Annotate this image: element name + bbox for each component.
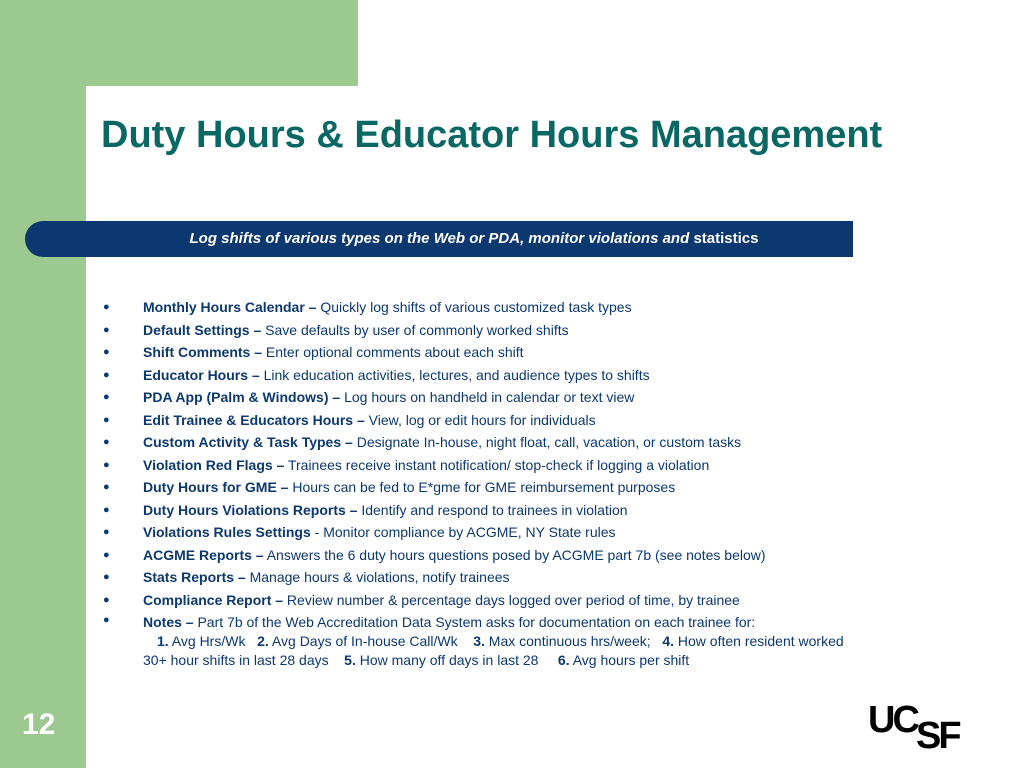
notes-item-text: 30+ hour shifts in last 28 days [143, 652, 329, 668]
notes-item-text: Max continuous hrs/week; [484, 633, 651, 649]
bullet-term: Default Settings – [143, 321, 262, 338]
green-frame-left [0, 0, 86, 768]
bullet-term: Educator Hours – [143, 366, 260, 383]
bullet-description: Manage hours & violations, notify trainees [245, 569, 510, 585]
notes-item-text: How many off days in last 28 [355, 652, 539, 668]
bullet-item [103, 364, 933, 387]
bullet-item [103, 319, 933, 342]
bullet-dot-icon: ● [103, 593, 110, 606]
subtitle-banner-text [100, 221, 848, 257]
notes-item-number: 5. [344, 652, 356, 668]
notes-item-text: Avg Days of In-house Call/Wk [268, 633, 458, 649]
bullet-item [103, 589, 933, 612]
bullet-description: Designate In-house, night float, call, vacation, or custom tasks [352, 434, 742, 450]
bullet-item [103, 386, 933, 409]
bullet-term: Custom Activity & Task Types – [143, 434, 353, 450]
bullet-term: Duty Hours Violations Reports – [143, 501, 358, 518]
bullet-description: Hours can be fed to E*gme for GME reimbursement purposes [288, 479, 676, 495]
notes-item-number: 4. [662, 633, 674, 649]
bullet-item [103, 454, 933, 477]
bullet-item [103, 544, 933, 567]
bullet-item [103, 566, 933, 589]
notes-item-text: How often resident worked [674, 633, 844, 649]
bullet-term: ACGME Reports – [143, 546, 264, 563]
svg-text:UC: UC [868, 700, 917, 741]
svg-text:SF: SF [916, 715, 959, 750]
bullet-item [103, 476, 933, 499]
slide-number: 12 [22, 708, 56, 741]
bullet-description: Identify and respond to trainees in violation [357, 501, 628, 518]
bullet-item [103, 296, 933, 319]
bullet-dot-icon: ● [103, 368, 110, 381]
bullet-item [103, 341, 933, 364]
bullet-term: Duty Hours for GME – [143, 479, 289, 495]
notes-item-text: Avg Hrs/Wk [168, 633, 246, 649]
notes-item-number: 6. [557, 652, 570, 668]
bullet-description: Link education activities, lectures, and audience types to shifts [259, 366, 650, 383]
notes-item-text: Avg hours per shift [569, 652, 690, 668]
bullet-dot-icon: ● [103, 526, 110, 538]
bullet-dot-icon: ● [103, 391, 110, 403]
notes-intro-line [143, 613, 933, 632]
notes-bullet-item [103, 611, 933, 670]
bullet-description: Trainees receive instant notification/ stop-check if logging a violation [284, 456, 710, 473]
notes-item-number: 3. [473, 633, 485, 649]
bullet-description: Answers the 6 duty hours questions posed by ACGME part 7b (see notes below) [263, 546, 766, 563]
bullet-term: Compliance Report – [143, 591, 284, 608]
bullet-item [103, 409, 933, 432]
notes-items-line-1 [143, 632, 933, 651]
bullet-description: Quickly log shifts of various customized task types [316, 299, 632, 315]
bullet-dot-icon: ● [103, 436, 110, 448]
slide-title: Duty Hours & Educator Hours Management [101, 114, 883, 156]
ucsf-logo-icon [868, 700, 974, 750]
bullet-dot-icon: ● [103, 301, 110, 313]
notes-item-number: 1. [157, 633, 169, 649]
bullet-term: Violations Rules Settings [143, 524, 311, 540]
bullet-term: PDA App (Palm & Windows) – [143, 389, 341, 405]
bullet-description: Review number & percentage days logged over period of time, by trainee [283, 591, 740, 608]
notes-description: Part 7b of the Web Accreditation Data System asks for documentation on each trainee for: [193, 614, 756, 630]
bullet-dot-icon: ● [103, 614, 110, 626]
bullet-term: Monthly Hours Calendar – [143, 299, 317, 315]
bullet-dot-icon: ● [103, 571, 110, 583]
banner-italic-text: Log shifts of various types on the Web or PDA, monitor violations and [189, 230, 690, 247]
feature-bullet-list [103, 296, 933, 670]
bullet-description: Log hours on handheld in calendar or text view [340, 389, 635, 405]
bullet-description: Save defaults by user of commonly worked shifts [261, 321, 569, 338]
bullet-item [103, 431, 933, 454]
bullet-dot-icon: ● [103, 481, 110, 493]
bullet-dot-icon: ● [103, 548, 110, 561]
bullet-dot-icon: ● [103, 458, 110, 471]
bullet-item [103, 521, 933, 544]
bullet-term: Shift Comments – [143, 344, 263, 360]
bullet-dot-icon: ● [103, 323, 110, 336]
bullet-dot-icon: ● [103, 346, 110, 358]
bullet-term: Edit Trainee & Educators Hours – [143, 411, 365, 428]
bullet-description: - Monitor compliance by ACGME, NY State rules [310, 524, 616, 540]
bullet-dot-icon: ● [103, 503, 110, 516]
bullet-term: Stats Reports – [143, 569, 246, 585]
banner-plain-text: statistics [693, 230, 759, 247]
bullet-description: View, log or edit hours for individuals [364, 411, 596, 428]
bullet-term: Violation Red Flags – [143, 456, 285, 473]
bullet-item [103, 499, 933, 522]
notes-items-line-2 [143, 651, 933, 670]
bullet-dot-icon: ● [103, 413, 110, 426]
notes-term: Notes – [143, 614, 194, 630]
bullet-description: Enter optional comments about each shift [262, 344, 524, 360]
notes-item-number: 2. [257, 633, 269, 649]
